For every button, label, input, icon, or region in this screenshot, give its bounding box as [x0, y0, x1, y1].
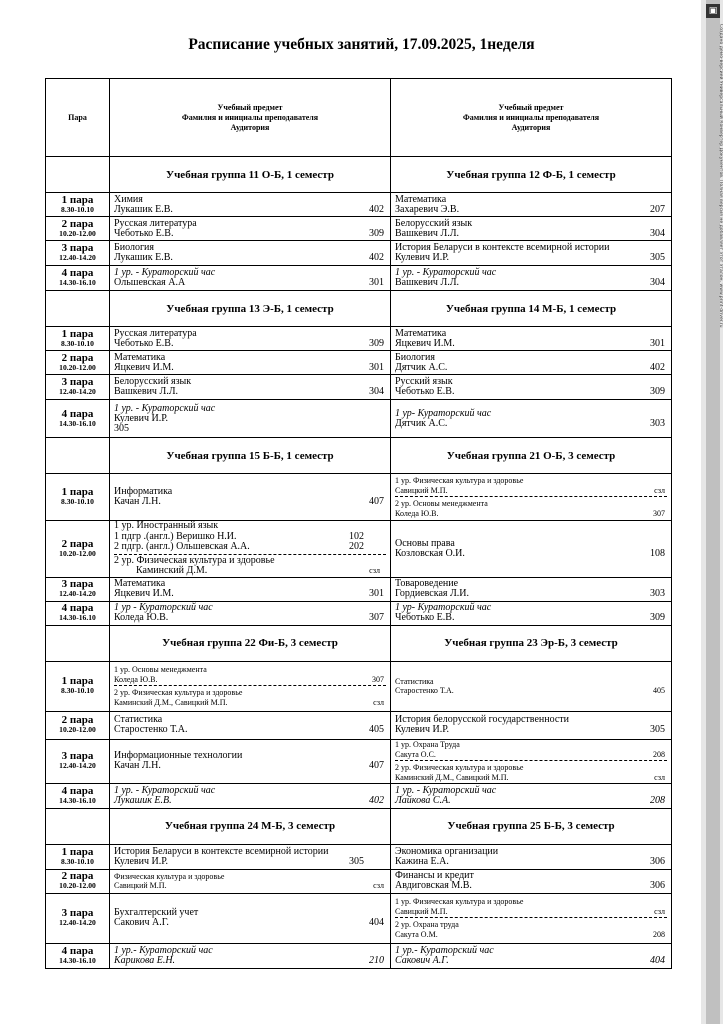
text-item: История Беларуси в контексте всемирной истории: [114, 845, 329, 857]
text-item: 2 пара: [61, 537, 94, 550]
text-item: 1 ур. Основы менеджмента: [114, 665, 207, 674]
lesson-cell: [391, 217, 672, 241]
text-item: 407: [369, 760, 384, 771]
text-item: сзл: [373, 881, 384, 890]
lesson-cell: [391, 577, 672, 601]
text-item: Биология: [395, 351, 436, 363]
text-item: Математика: [395, 327, 447, 339]
lesson-cell: [391, 869, 672, 893]
period-cell: [46, 711, 110, 739]
period-cell: [46, 474, 110, 521]
text-item: 1 ур.- Кураторский час: [395, 944, 494, 956]
period-cell: [46, 661, 110, 711]
text-item: 301: [369, 277, 384, 288]
lesson-cell: [110, 266, 391, 291]
text-item: 12.40-14.20: [59, 589, 96, 598]
group-title: Учебная группа 12 Ф-Б, 1 семестр: [391, 157, 672, 193]
text-item: 10.20-12.00: [59, 362, 96, 372]
text-item: Сакович А.Г.: [114, 917, 169, 928]
text-item: 2 пара: [61, 870, 94, 882]
text-item: История белорусской государственности: [395, 714, 570, 725]
text-item: Кулевич И.Р.: [395, 252, 450, 263]
header-subject-left: [110, 79, 391, 157]
text-item: 208: [653, 749, 665, 759]
lesson-cell: [391, 375, 672, 400]
text-item: Белорусский язык: [395, 217, 473, 229]
text-item: 8.30-10.10: [61, 497, 94, 506]
text-item: Вашкевич Л.Л.: [395, 227, 460, 239]
text-item: 14.30-16.10: [59, 955, 96, 965]
empty-cell: [46, 157, 110, 193]
lesson-cell: [391, 711, 672, 739]
text-item: 1 пара: [61, 675, 94, 687]
text-item: 14.30-16.10: [59, 418, 96, 428]
text-item: Бухгалтерский учет: [114, 907, 199, 918]
period-cell: [46, 869, 110, 893]
text-item: 305: [349, 855, 364, 867]
text-item: сзл: [654, 906, 665, 916]
lesson-cell: [110, 241, 391, 266]
text-item: Русская литература: [114, 327, 197, 339]
text-item: 12.40-14.20: [59, 253, 96, 262]
empty-cell: [46, 625, 110, 661]
text-item: 3 пара: [61, 907, 94, 919]
text-item: Сакута О.М.: [395, 929, 438, 939]
group-title: Учебная группа 21 О-Б, 3 семестр: [391, 438, 672, 474]
text-item: сзл: [654, 485, 665, 495]
text-item: Биология: [114, 242, 155, 253]
text-item: сзл: [373, 697, 384, 707]
schedule-table: [45, 78, 672, 969]
text-item: Старостенко Т.А.: [395, 686, 454, 695]
text-item: Русский язык: [395, 376, 453, 387]
text-item: 301: [369, 361, 384, 373]
period-cell: [46, 193, 110, 217]
text-item: 309: [369, 337, 384, 349]
text-item: 307: [372, 674, 384, 684]
text-item: 1 пара: [61, 327, 94, 340]
period-cell: [46, 943, 110, 968]
text-item: 304: [650, 277, 665, 288]
text-item: Савицкий М.П.: [395, 906, 448, 916]
text-item: 14.30-16.10: [59, 278, 96, 287]
text-item: 306: [650, 880, 665, 891]
text-item: 1 ур. Физическая культура и здоровье: [395, 897, 524, 906]
text-item: 1 пара: [61, 193, 94, 206]
text-item: Савицкий М.П.: [114, 881, 167, 890]
text-item: 3 пара: [61, 750, 94, 762]
text-item: Чеботько Е.В.: [395, 386, 455, 397]
text-item: Экономика организации: [395, 845, 499, 857]
text-item: Кулевич И.Р.: [395, 724, 450, 735]
period-cell: [46, 844, 110, 869]
text-item: Гордиевская Л.И.: [395, 588, 469, 599]
lesson-cell: [110, 601, 391, 625]
group-title: Учебная группа 11 О-Б, 1 семестр: [110, 157, 391, 193]
text-item: 10.20-12.00: [59, 548, 96, 558]
text-item: Коледа Ю.В.: [395, 508, 439, 518]
text-item: Информационные технологии: [114, 750, 243, 761]
text-item: 303: [650, 417, 665, 429]
text-item: Математика: [395, 193, 447, 205]
text-item: Физическая культура и здоровье: [114, 871, 225, 881]
group-title: Учебная группа 15 Б-Б, 1 семестр: [110, 438, 391, 474]
text-item: Коледа Ю.В.: [114, 674, 158, 684]
text-item: Финансы и кредит: [395, 870, 474, 881]
text-item: Белорусский язык: [114, 376, 192, 387]
text-item: 12.40-14.20: [59, 387, 96, 396]
text-item: 8.30-10.10: [61, 338, 94, 348]
text-item: Вашкевич Л.Л.: [114, 386, 179, 397]
text-item: 12.40-14.20: [59, 918, 96, 927]
text-item: 2 пара: [61, 714, 94, 726]
text-item: Аудитория: [511, 122, 551, 132]
text-item: 14.30-16.10: [59, 795, 96, 805]
text-item: Математика: [114, 578, 166, 589]
text-item: 402: [369, 252, 384, 263]
lesson-cell: [110, 739, 391, 783]
text-item: 1 ур. - Кураторский час: [395, 267, 497, 278]
text-item: Авдиговская М.В.: [395, 880, 472, 891]
lesson-cell: [110, 893, 391, 943]
text-item: 1 пара: [61, 486, 94, 498]
text-item: Каминский Д.М., Савицкий М.П.: [114, 697, 228, 707]
lesson-cell: [110, 474, 391, 521]
text-item: Математика: [114, 351, 166, 363]
period-cell: [46, 577, 110, 601]
text-item: 304: [650, 227, 665, 239]
text-item: 402: [369, 203, 384, 215]
text-item: 102: [349, 530, 364, 542]
text-item: 208: [653, 929, 665, 939]
lesson-cell: [391, 943, 672, 968]
period-cell: [46, 521, 110, 578]
text-item: 1 ур. - Кураторский час: [114, 402, 216, 414]
text-item: 10.20-12.00: [59, 228, 96, 238]
text-item: 303: [650, 588, 665, 599]
text-item: 8.30-10.10: [61, 204, 94, 214]
text-item: 304: [369, 386, 384, 397]
lesson-cell: [110, 661, 391, 711]
lesson-cell: [391, 193, 672, 217]
text-item: Качан Л.Н.: [114, 760, 161, 771]
period-cell: [46, 783, 110, 808]
text-item: 108: [650, 547, 665, 559]
lesson-cell: [110, 375, 391, 400]
lesson-cell: [110, 351, 391, 375]
lesson-cell: [391, 327, 672, 351]
text-item: Пара: [68, 112, 87, 122]
page-title: Расписание учебных занятий, 17.09.2025, 1неделя: [188, 36, 535, 53]
converter-logo-icon: ▣: [706, 4, 720, 18]
header-para: [46, 79, 110, 157]
period-cell: [46, 893, 110, 943]
text-item: Химия: [114, 193, 143, 205]
header-subject-right: [391, 79, 672, 157]
text-item: Учебный предмет: [498, 102, 564, 112]
text-item: 405: [653, 686, 665, 695]
text-item: 301: [369, 588, 384, 599]
text-item: 4 пара: [61, 602, 94, 614]
group-title: Учебная группа 22 Фи-Б, 3 семестр: [110, 625, 391, 661]
text-item: 307: [369, 612, 384, 623]
text-item: 402: [369, 794, 384, 806]
group-title: Учебная группа 25 Б-Б, 3 семестр: [391, 808, 672, 844]
text-item: 210: [369, 954, 384, 966]
empty-cell: [46, 438, 110, 474]
text-item: Учебный предмет: [217, 102, 283, 112]
text-item: Русская литература: [114, 217, 197, 229]
text-item: 309: [650, 386, 665, 397]
text-item: 4 пара: [61, 407, 94, 420]
lesson-cell: [391, 474, 672, 521]
text-item: 1 ур.- Кураторский час: [114, 944, 213, 956]
text-item: сзл: [654, 772, 665, 782]
text-item: 1 ур. Иностранный язык: [114, 520, 219, 531]
period-cell: [46, 601, 110, 625]
group-title: Учебная группа 24 М-Б, 3 семестр: [110, 808, 391, 844]
text-item: Кулевич И.Р.: [114, 412, 169, 424]
text-item: 4 пара: [61, 267, 94, 279]
lesson-cell: [110, 844, 391, 869]
text-item: 306: [650, 855, 665, 867]
lesson-cell: [110, 521, 391, 578]
text-item: 1 ур- Кураторский час: [395, 407, 492, 419]
text-item: Лайкова С.А.: [395, 794, 451, 806]
text-item: Сакута О.С.: [395, 749, 436, 759]
text-item: 3 пара: [61, 242, 94, 254]
lesson-cell: [391, 351, 672, 375]
text-item: Чеботько Е.В.: [395, 612, 455, 623]
text-item: 2 ур. Физическая культура и здоровье: [114, 688, 243, 697]
lesson-cell: [110, 711, 391, 739]
text-item: 4 пара: [61, 784, 94, 797]
period-cell: [46, 266, 110, 291]
text-item: 1 ур - Кураторский час: [114, 602, 213, 613]
text-item: Каминский Д.М., Савицкий М.П.: [395, 772, 509, 782]
text-item: 202: [349, 541, 364, 552]
lesson-cell: [391, 893, 672, 943]
text-item: 1 ур. Физическая культура и здоровье: [395, 476, 524, 485]
lesson-cell: [391, 266, 672, 291]
text-item: Статистика: [395, 676, 434, 686]
lesson-cell: [391, 739, 672, 783]
text-item: Аудитория: [230, 122, 270, 132]
text-item: Лукашик Е.В.: [114, 794, 172, 806]
lesson-cell: [391, 521, 672, 578]
text-item: 309: [369, 227, 384, 239]
lesson-cell: [110, 327, 391, 351]
text-item: 8.30-10.10: [61, 856, 94, 866]
text-item: Сакович А.Г.: [395, 954, 449, 966]
text-item: Качан Л.Н.: [114, 496, 161, 507]
text-item: 4 пара: [61, 944, 94, 957]
lesson-cell: [391, 661, 672, 711]
text-item: Старостенко Т.А.: [114, 724, 188, 735]
text-item: 305: [650, 252, 665, 263]
lesson-cell: [391, 844, 672, 869]
empty-cell: [46, 808, 110, 844]
text-item: Ольшевская А.А: [114, 277, 186, 288]
text-item: 2 ур. Физическая культура и здоровье: [395, 763, 524, 772]
watermark-note: Создано демо-версией Универсальный Конвертер Документов. Полная версия не добавляет этот эталон. www.print-driver.ru: [718, 24, 723, 328]
text-item: Яцкевич И.М.: [114, 361, 174, 373]
text-item: Дятчик А.С.: [395, 417, 448, 429]
lesson-cell: [110, 217, 391, 241]
text-item: Яцкевич И.М.: [114, 588, 174, 599]
text-item: Чеботько Е.В.: [114, 337, 174, 349]
lesson-cell: [391, 783, 672, 808]
text-item: 1 ур. - Кураторский час: [395, 784, 497, 796]
text-item: Фамилия и инициалы преподавателя: [181, 112, 319, 122]
period-cell: [46, 241, 110, 266]
period-cell: [46, 375, 110, 400]
text-item: 207: [650, 203, 665, 215]
text-item: 407: [369, 496, 384, 507]
text-item: 1 пдгр .(англ.) Веришко Н.И.: [114, 530, 237, 542]
text-item: 3 пара: [61, 376, 94, 388]
empty-cell: [46, 291, 110, 327]
text-item: 1 ур. Охрана Труда: [395, 740, 460, 749]
text-item: Вашкевич Л.Л.: [395, 277, 460, 288]
text-item: История Беларуси в контексте всемирной истории: [395, 242, 610, 253]
text-item: 404: [369, 917, 384, 928]
text-item: 2 ур. Основы менеджмента: [395, 499, 488, 508]
text-item: Захаревич Э.В.: [395, 203, 460, 215]
lesson-cell: [110, 577, 391, 601]
period-cell: [46, 327, 110, 351]
text-item: 12.40-14.20: [59, 761, 96, 770]
text-item: 404: [650, 954, 665, 966]
text-item: Савицкий М.П.: [395, 485, 448, 495]
lesson-cell: [110, 869, 391, 893]
text-item: 2 ур. Физическая культура и здоровье: [114, 554, 275, 566]
text-item: Каминский Д.М.: [136, 565, 208, 576]
lesson-cell: [110, 193, 391, 217]
text-item: Чеботько Е.В.: [114, 227, 174, 239]
text-item: Фамилия и инициалы преподавателя: [462, 112, 600, 122]
text-item: 2 пара: [61, 217, 94, 230]
lesson-cell: [391, 241, 672, 266]
text-item: 1 ур. - Кураторский час: [114, 784, 216, 796]
text-item: 405: [369, 724, 384, 735]
text-item: 305: [650, 724, 665, 735]
text-item: Кажина Е.А.: [395, 855, 449, 867]
text-item: 301: [650, 337, 665, 349]
group-title: Учебная группа 23 Эр-Б, 3 семестр: [391, 625, 672, 661]
text-item: 10.20-12.00: [59, 725, 96, 734]
lesson-cell: [110, 400, 391, 438]
text-item: Статистика: [114, 714, 163, 725]
text-item: Козловская О.И.: [395, 547, 465, 559]
text-item: 305: [114, 422, 129, 434]
text-item: 307: [653, 508, 665, 518]
text-item: сзл: [369, 566, 380, 575]
period-cell: [46, 217, 110, 241]
lesson-cell: [110, 943, 391, 968]
text-item: 8.30-10.10: [61, 686, 94, 695]
text-item: 1 ур- Кураторский час: [395, 602, 492, 613]
text-item: 3 пара: [61, 578, 94, 590]
text-item: Лукашик Е.В.: [114, 252, 173, 263]
group-title: Учебная группа 14 М-Б, 1 семестр: [391, 291, 672, 327]
group-title: Учебная группа 13 Э-Б, 1 семестр: [110, 291, 391, 327]
text-item: 1 ур. - Кураторский час: [114, 267, 216, 278]
text-item: Лукашик Е.В.: [114, 203, 173, 215]
text-item: Карикова Е.Н.: [114, 954, 176, 966]
text-item: Информатика: [114, 486, 173, 497]
text-item: 2 ур. Охрана труда: [395, 920, 459, 929]
text-item: Основы права: [395, 537, 455, 549]
text-item: 10.20-12.00: [59, 881, 96, 890]
lesson-cell: [391, 400, 672, 438]
text-item: Яцкевич И.М.: [395, 337, 455, 349]
text-item: Товароведение: [395, 578, 459, 589]
period-cell: [46, 400, 110, 438]
lesson-cell: [391, 601, 672, 625]
text-item: Кулевич И.Р.: [114, 855, 169, 867]
text-item: 2 пара: [61, 351, 94, 364]
period-cell: [46, 351, 110, 375]
lesson-cell: [110, 783, 391, 808]
text-item: 309: [650, 612, 665, 623]
text-item: Коледа Ю.В.: [114, 612, 169, 623]
text-item: 14.30-16.10: [59, 613, 96, 622]
text-item: 1 пара: [61, 845, 94, 858]
text-item: 402: [650, 361, 665, 373]
text-item: 208: [650, 794, 665, 806]
period-cell: [46, 739, 110, 783]
text-item: Дятчик А.С.: [395, 361, 448, 373]
text-item: 2 пдгр. (англ.) Ольшевская А.А.: [114, 541, 250, 552]
